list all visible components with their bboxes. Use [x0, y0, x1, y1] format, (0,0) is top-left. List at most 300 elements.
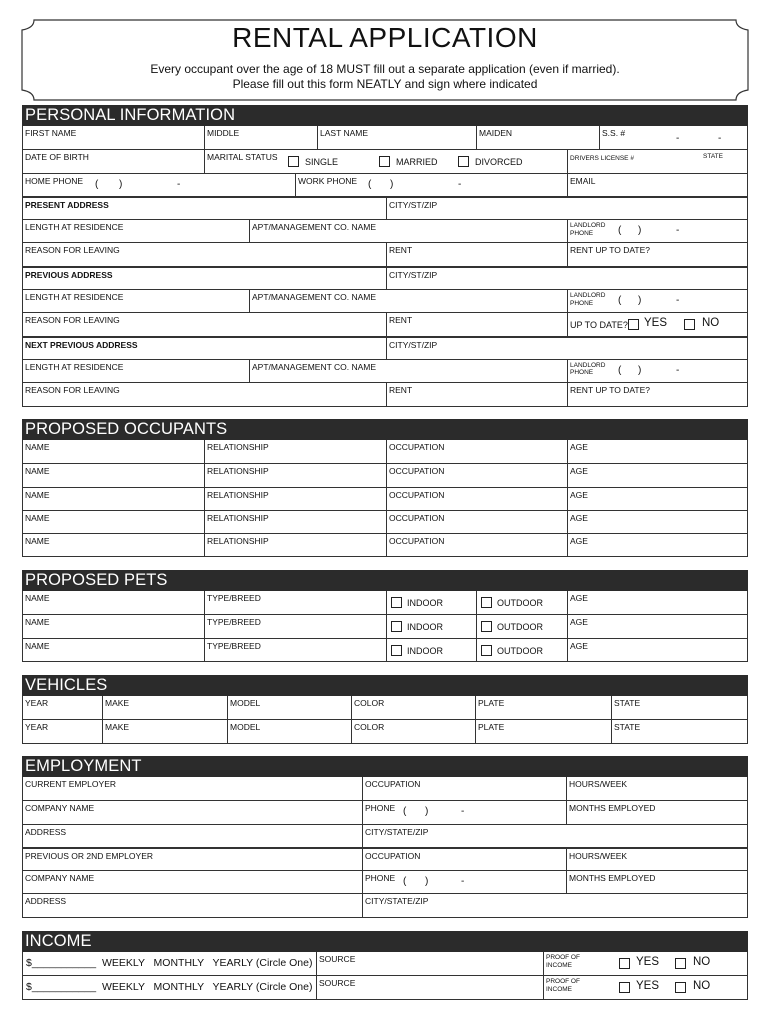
- previous-employer-address-field[interactable]: [23, 894, 362, 916]
- pet-indoor-label: INDOOR: [407, 598, 443, 608]
- previous-employer-label: PREVIOUS OR 2ND EMPLOYER: [25, 850, 154, 861]
- name-row: [23, 126, 747, 149]
- personal-information-grid: [22, 126, 748, 407]
- next-previous-landlord-dash: -: [676, 364, 680, 376]
- pet-age-field[interactable]: [567, 615, 748, 637]
- occupant-age-field[interactable]: [567, 440, 748, 463]
- vehicle-make-field[interactable]: [102, 696, 227, 719]
- present-reason-row: [23, 242, 747, 265]
- previous-address-label: PREVIOUS ADDRESS: [25, 269, 113, 280]
- previous-landlord-phone-label: PHONE: [570, 299, 594, 307]
- occupant-relationship-label: RELATIONSHIP: [207, 442, 269, 452]
- pet-outdoor-label: OUTDOOR: [497, 622, 543, 633]
- present-city-field[interactable]: [386, 198, 748, 219]
- last-name-field[interactable]: [317, 126, 476, 149]
- proof-no-label: NO: [693, 980, 711, 993]
- income-grid: [22, 952, 748, 1000]
- drivers-license-label: DRIVERS LICENSE #: [570, 155, 634, 163]
- previous-reason-field[interactable]: [23, 313, 386, 335]
- proof-of-income-field: [543, 952, 748, 975]
- home-phone-paren-close: ): [119, 178, 123, 190]
- occupant-occupation-field[interactable]: [386, 464, 567, 486]
- present-landlord-phone-label: PHONE: [570, 229, 594, 237]
- next-previous-reason-row: [23, 382, 747, 405]
- vehicle-plate-field[interactable]: [475, 696, 611, 719]
- vehicle-make-label: MAKE: [105, 722, 130, 733]
- previous-phone-dash: -: [461, 876, 465, 888]
- previous-landlord-paren-close: ): [638, 295, 642, 307]
- dob-field[interactable]: [23, 150, 204, 172]
- married-checkbox[interactable]: [379, 156, 390, 167]
- present-length-field[interactable]: [23, 220, 249, 242]
- current-address-row: [23, 824, 747, 847]
- present-rent-label: RENT: [389, 245, 413, 256]
- present-landlord-dash: -: [676, 225, 680, 237]
- previous-phone-label: PHONE: [365, 873, 396, 884]
- work-phone-paren-open: (: [368, 178, 372, 190]
- previous-length-field[interactable]: [23, 290, 249, 312]
- next-previous-city-field[interactable]: [386, 338, 748, 359]
- next-previous-rent-up-to-date-label: RENT UP TO DATE?: [570, 385, 650, 396]
- vehicle-plate-label: PLATE: [478, 722, 505, 733]
- home-phone-paren-open: (: [95, 178, 99, 190]
- previous-hours-label: HOURS/WEEK: [569, 850, 628, 861]
- previous-up-to-date-label: UP TO DATE?: [570, 320, 628, 331]
- present-landlord-label: LANDLORD: [570, 222, 606, 230]
- occupant-relationship-field[interactable]: [204, 464, 386, 486]
- previous-employer-field[interactable]: [23, 849, 362, 870]
- present-address-field[interactable]: [23, 198, 386, 219]
- present-landlord-paren-open: (: [618, 225, 622, 237]
- occupant-occupation-field[interactable]: [386, 534, 567, 556]
- current-employer-label: CURRENT EMPLOYER: [25, 779, 116, 789]
- present-reason-label: REASON FOR LEAVING: [25, 245, 120, 256]
- previous-reason-row: [23, 312, 747, 335]
- maiden-name-field[interactable]: [476, 126, 599, 149]
- occupant-name-label: NAME: [25, 512, 50, 523]
- pet-indoor-label: INDOOR: [407, 622, 443, 633]
- work-phone-label: WORK PHONE: [298, 175, 358, 186]
- occupant-age-field[interactable]: [567, 511, 748, 533]
- vehicle-color-label: COLOR: [354, 698, 385, 708]
- vehicle-model-field[interactable]: [227, 696, 351, 719]
- present-apt-field[interactable]: [249, 220, 567, 242]
- income-period-options[interactable]: WEEKLY MONTHLY YEARLY (Circle One): [102, 957, 313, 969]
- next-previous-apt-label: APT/MANAGEMENT CO. NAME: [252, 361, 377, 372]
- pet-outdoor-checkbox[interactable]: [481, 621, 492, 632]
- next-previous-landlord-phone-field[interactable]: [567, 360, 748, 382]
- previous-address-row: [23, 266, 747, 289]
- occupant-relationship-field[interactable]: [204, 488, 386, 510]
- occupant-relationship-label: RELATIONSHIP: [207, 536, 269, 547]
- occupant-name-field[interactable]: [23, 464, 204, 486]
- previous-landlord-label: LANDLORD: [570, 292, 606, 300]
- pet-indoor-field: [386, 615, 476, 637]
- vehicle-plate-field[interactable]: [475, 720, 611, 742]
- present-rent-up-to-date-label: RENT UP TO DATE?: [570, 245, 650, 256]
- page-title: RENTAL APPLICATION: [232, 22, 538, 53]
- next-previous-landlord-paren-open: (: [618, 364, 622, 376]
- pet-indoor-field: [386, 591, 476, 614]
- occupant-relationship-field[interactable]: [204, 534, 386, 556]
- previous-company-field[interactable]: [23, 871, 362, 893]
- occupant-occupation-label: OCCUPATION: [389, 442, 445, 452]
- pet-row: [23, 614, 747, 637]
- section-personal-information: PERSONAL INFORMATION: [22, 105, 748, 126]
- divorced-checkbox[interactable]: [458, 156, 469, 167]
- pet-outdoor-label: OUTDOOR: [497, 645, 543, 656]
- current-city-label: CITY/STATE/ZIP: [365, 826, 429, 837]
- vehicle-state-field[interactable]: [611, 720, 748, 742]
- proof-yes-label: YES: [636, 980, 660, 993]
- proof-of-income-label-2: INCOME: [546, 985, 572, 993]
- vehicle-state-label: STATE: [614, 722, 641, 733]
- occupant-row: [23, 463, 747, 486]
- vehicle-make-field[interactable]: [102, 720, 227, 742]
- pet-name-field[interactable]: [23, 591, 204, 614]
- pet-indoor-checkbox[interactable]: [391, 621, 402, 632]
- vehicle-year-label: YEAR: [25, 698, 49, 708]
- occupant-name-label: NAME: [25, 466, 50, 477]
- income-source-label: SOURCE: [319, 954, 356, 964]
- vehicle-color-field[interactable]: [351, 696, 475, 719]
- current-employer-field[interactable]: [23, 777, 362, 800]
- ssn-label: S.S. #: [602, 128, 626, 138]
- instruction-line-1: Every occupant over the age of 18 MUST fill out a separate application (even if married).: [150, 62, 620, 76]
- single-checkbox[interactable]: [288, 156, 299, 167]
- email-field[interactable]: [567, 174, 748, 196]
- current-phone-label: PHONE: [365, 803, 396, 814]
- current-occupation-label: OCCUPATION: [365, 779, 421, 789]
- occupant-occupation-field[interactable]: [386, 440, 567, 463]
- occupant-age-field[interactable]: [567, 464, 748, 486]
- previous-landlord-phone-field[interactable]: [567, 290, 748, 312]
- pet-indoor-checkbox[interactable]: [391, 645, 402, 656]
- ssn-dash-1: -: [676, 133, 680, 144]
- previous-phone-paren-close: ): [425, 876, 429, 888]
- current-company-row: [23, 800, 747, 823]
- previous-city-label: CITY/ST/ZIP: [389, 269, 438, 280]
- proof-no-checkbox[interactable]: [675, 982, 686, 993]
- income-row: [23, 975, 747, 998]
- previous-landlord-dash: -: [676, 295, 680, 307]
- present-reason-field[interactable]: [23, 243, 386, 265]
- occupant-age-field[interactable]: [567, 488, 748, 510]
- previous-reason-label: REASON FOR LEAVING: [25, 315, 120, 326]
- vehicle-model-field[interactable]: [227, 720, 351, 742]
- present-rent-up-to-date-field[interactable]: [567, 243, 748, 265]
- income-source-field[interactable]: [316, 976, 543, 998]
- pet-age-label: AGE: [570, 640, 588, 651]
- ssn-field[interactable]: [599, 126, 748, 149]
- previous-rent-field[interactable]: [386, 313, 567, 335]
- previous-phone-paren-open: (: [403, 876, 407, 888]
- email-label: EMAIL: [570, 175, 596, 186]
- occupant-age-label: AGE: [570, 466, 588, 477]
- work-phone-paren-close: ): [390, 178, 394, 190]
- occupant-name-field[interactable]: [23, 534, 204, 556]
- section-proposed-occupants: PROPOSED OCCUPANTS: [22, 419, 748, 440]
- present-residence-row: [23, 219, 747, 242]
- pet-outdoor-checkbox[interactable]: [481, 597, 492, 608]
- next-previous-rent-up-to-date-field[interactable]: [567, 383, 748, 405]
- section-income: INCOME: [22, 931, 748, 952]
- occupant-occupation-label: OCCUPATION: [389, 536, 445, 547]
- current-city-field[interactable]: [362, 825, 748, 847]
- pet-age-field[interactable]: [567, 639, 748, 661]
- current-phone-paren-close: ): [425, 806, 429, 818]
- last-name-label: LAST NAME: [320, 128, 369, 138]
- phone-row: [23, 173, 747, 196]
- occupant-relationship-label: RELATIONSHIP: [207, 489, 269, 500]
- previous-employer-address-row: [23, 893, 747, 916]
- occupant-occupation-label: OCCUPATION: [389, 489, 445, 500]
- next-previous-length-field[interactable]: [23, 360, 249, 382]
- present-city-label: CITY/ST/ZIP: [389, 199, 438, 210]
- previous-company-row: [23, 870, 747, 893]
- current-phone-paren-open: (: [403, 806, 407, 818]
- pet-outdoor-label: OUTDOOR: [497, 598, 543, 608]
- current-address-label: ADDRESS: [25, 826, 67, 837]
- pet-name-label: NAME: [25, 617, 50, 628]
- occupant-age-label: AGE: [570, 536, 588, 547]
- middle-name-field[interactable]: [204, 126, 317, 149]
- divorced-label: DIVORCED: [475, 157, 523, 168]
- ssn-dash-2: -: [718, 133, 722, 144]
- next-previous-landlord-phone-label: PHONE: [570, 369, 594, 377]
- occupant-relationship-field[interactable]: [204, 511, 386, 533]
- next-previous-city-label: CITY/ST/ZIP: [389, 339, 438, 350]
- occupant-occupation-field[interactable]: [386, 511, 567, 533]
- previous-occupation-label: OCCUPATION: [365, 850, 421, 861]
- dob-row: [23, 149, 747, 172]
- occupant-relationship-label: RELATIONSHIP: [207, 512, 269, 523]
- vehicle-year-label: YEAR: [25, 722, 49, 733]
- present-apt-label: APT/MANAGEMENT CO. NAME: [252, 222, 377, 233]
- pet-name-label: NAME: [25, 593, 50, 603]
- income-source-field[interactable]: [316, 952, 543, 975]
- first-name-field[interactable]: [23, 126, 204, 149]
- proof-of-income-label-2: INCOME: [546, 961, 572, 969]
- previous-landlord-paren-open: (: [618, 295, 622, 307]
- previous-employer-city-label: CITY/STATE/ZIP: [365, 896, 429, 907]
- current-hours-field[interactable]: [566, 777, 748, 800]
- current-company-label: COMPANY NAME: [25, 803, 95, 814]
- pet-row: [23, 591, 747, 614]
- occupant-age-field[interactable]: [567, 534, 748, 556]
- pet-name-field[interactable]: [23, 615, 204, 637]
- pet-type-field[interactable]: [204, 639, 386, 661]
- vehicle-color-field[interactable]: [351, 720, 475, 742]
- maiden-label: MAIDEN: [479, 128, 513, 138]
- income-amount-label: $___________: [26, 957, 97, 969]
- next-previous-address-row: [23, 336, 747, 359]
- current-employer-row: [23, 777, 747, 800]
- pet-name-field[interactable]: [23, 639, 204, 661]
- current-months-field[interactable]: [566, 801, 748, 823]
- occupant-occupation-label: OCCUPATION: [389, 466, 445, 477]
- next-previous-residence-row: [23, 359, 747, 382]
- previous-up-to-date-field: [567, 313, 748, 335]
- current-months-label: MONTHS EMPLOYED: [569, 803, 656, 814]
- previous-months-label: MONTHS EMPLOYED: [569, 873, 656, 884]
- next-previous-length-label: LENGTH AT RESIDENCE: [25, 361, 124, 372]
- married-label: MARRIED: [396, 157, 438, 168]
- vehicle-model-label: MODEL: [230, 698, 261, 708]
- proof-yes-checkbox[interactable]: [619, 982, 630, 993]
- employment-grid: [22, 777, 748, 918]
- middle-label: MIDDLE: [207, 128, 240, 138]
- income-amount-label: $___________: [26, 981, 97, 994]
- current-phone-field[interactable]: [362, 801, 566, 823]
- current-address-field[interactable]: [23, 825, 362, 847]
- vehicle-year-field[interactable]: [23, 696, 102, 719]
- occupant-occupation-label: OCCUPATION: [389, 512, 445, 523]
- vehicle-state-field[interactable]: [611, 696, 748, 719]
- pet-row: [23, 638, 747, 661]
- occupant-name-field[interactable]: [23, 488, 204, 510]
- section-proposed-pets: PROPOSED PETS: [22, 570, 748, 591]
- pet-name-label: NAME: [25, 640, 50, 651]
- next-previous-landlord-label: LANDLORD: [570, 361, 606, 369]
- occupant-relationship-field[interactable]: [204, 440, 386, 463]
- occupant-name-label: NAME: [25, 489, 50, 500]
- previous-occupation-field[interactable]: [362, 849, 566, 870]
- proof-no-label: NO: [693, 956, 711, 968]
- vehicle-make-label: MAKE: [105, 698, 130, 708]
- proof-yes-label: YES: [636, 956, 660, 968]
- pet-outdoor-field: [476, 591, 567, 614]
- drivers-license-field[interactable]: [567, 150, 748, 172]
- income-period-options[interactable]: WEEKLY MONTHLY YEARLY (Circle One): [102, 981, 313, 994]
- vehicles-grid: [22, 696, 748, 744]
- pet-type-label: TYPE/BREED: [207, 640, 261, 651]
- vehicle-row: [23, 719, 747, 742]
- next-previous-rent-field[interactable]: [386, 383, 567, 405]
- occupant-occupation-field[interactable]: [386, 488, 567, 510]
- income-source-label: SOURCE: [319, 978, 356, 989]
- previous-employer-city-field[interactable]: [362, 894, 748, 916]
- section-vehicles: VEHICLES: [22, 675, 748, 696]
- proof-yes-checkbox[interactable]: [619, 958, 630, 969]
- next-previous-reason-label: REASON FOR LEAVING: [25, 385, 120, 396]
- home-phone-field[interactable]: [23, 174, 295, 196]
- occupant-name-label: NAME: [25, 442, 50, 452]
- marital-status-label: MARITAL STATUS: [207, 152, 278, 163]
- next-previous-address-field[interactable]: [23, 338, 386, 359]
- pet-type-label: TYPE/BREED: [207, 593, 261, 603]
- pet-indoor-field: [386, 639, 476, 661]
- previous-apt-label: APT/MANAGEMENT CO. NAME: [252, 292, 377, 303]
- previous-employer-row: [23, 847, 747, 870]
- present-address-label: PRESENT ADDRESS: [25, 199, 109, 210]
- proof-of-income-field: [543, 976, 748, 998]
- pet-outdoor-field: [476, 639, 567, 661]
- work-phone-field[interactable]: [295, 174, 567, 196]
- occupant-row: [23, 533, 747, 556]
- pet-type-label: TYPE/BREED: [207, 617, 261, 628]
- next-previous-reason-field[interactable]: [23, 383, 386, 405]
- occupant-row: [23, 510, 747, 533]
- next-previous-rent-label: RENT: [389, 385, 413, 396]
- income-amount-field[interactable]: [23, 976, 316, 998]
- previous-up-to-date-yes-checkbox[interactable]: [628, 319, 639, 330]
- dl-state-label: STATE: [703, 153, 723, 161]
- occupant-age-label: AGE: [570, 489, 588, 500]
- home-phone-label: HOME PHONE: [25, 175, 84, 186]
- single-label: SINGLE: [305, 157, 339, 168]
- previous-up-to-date-no-checkbox[interactable]: [684, 319, 695, 330]
- occupants-grid: [22, 440, 748, 557]
- previous-employer-address-label: ADDRESS: [25, 896, 67, 907]
- present-landlord-paren-close: ): [638, 225, 642, 237]
- proof-of-income-label-1: PROOF OF: [546, 978, 580, 986]
- home-phone-dash: -: [177, 178, 181, 190]
- previous-length-label: LENGTH AT RESIDENCE: [25, 292, 124, 303]
- occupant-name-field[interactable]: [23, 440, 204, 463]
- instruction-line-2: Please fill out this form NEATLY and sign where indicated: [232, 77, 538, 91]
- pet-age-label: AGE: [570, 617, 588, 628]
- pet-indoor-checkbox[interactable]: [391, 597, 402, 608]
- occupant-row: [23, 487, 747, 510]
- proof-no-checkbox[interactable]: [675, 958, 686, 969]
- income-amount-field[interactable]: [23, 952, 316, 975]
- section-employment: EMPLOYMENT: [22, 756, 748, 777]
- pet-type-field[interactable]: [204, 591, 386, 614]
- present-length-label: LENGTH AT RESIDENCE: [25, 222, 124, 233]
- vehicle-row: [23, 696, 747, 719]
- previous-rent-label: RENT: [389, 315, 413, 326]
- occupant-age-label: AGE: [570, 442, 588, 452]
- current-hours-label: HOURS/WEEK: [569, 779, 628, 789]
- previous-address-field[interactable]: [23, 268, 386, 289]
- pets-grid: [22, 591, 748, 662]
- previous-hours-field[interactable]: [566, 849, 748, 870]
- vehicle-year-field[interactable]: [23, 720, 102, 742]
- next-previous-landlord-paren-close: ): [638, 364, 642, 376]
- pet-age-field[interactable]: [567, 591, 748, 614]
- dob-label: DATE OF BIRTH: [25, 152, 89, 163]
- occupant-relationship-label: RELATIONSHIP: [207, 466, 269, 477]
- vehicle-model-label: MODEL: [230, 722, 261, 733]
- pet-indoor-label: INDOOR: [407, 645, 443, 656]
- pet-age-label: AGE: [570, 593, 588, 603]
- current-company-field[interactable]: [23, 801, 362, 823]
- vehicle-plate-label: PLATE: [478, 698, 505, 708]
- occupant-name-label: NAME: [25, 536, 50, 547]
- present-address-row: [23, 196, 747, 219]
- previous-apt-field[interactable]: [249, 290, 567, 312]
- first-name-label: FIRST NAME: [25, 128, 77, 138]
- present-rent-field[interactable]: [386, 243, 567, 265]
- next-previous-apt-field[interactable]: [249, 360, 567, 382]
- previous-phone-field[interactable]: [362, 871, 566, 893]
- current-phone-dash: -: [461, 806, 465, 818]
- work-phone-dash: -: [458, 178, 462, 190]
- present-landlord-phone-field[interactable]: [567, 220, 748, 242]
- previous-company-label: COMPANY NAME: [25, 873, 95, 884]
- pet-type-field[interactable]: [204, 615, 386, 637]
- occupant-name-field[interactable]: [23, 511, 204, 533]
- current-occupation-field[interactable]: [362, 777, 566, 800]
- previous-city-field[interactable]: [386, 268, 748, 289]
- previous-up-to-date-no-label: NO: [702, 317, 720, 330]
- occupant-age-label: AGE: [570, 512, 588, 523]
- vehicle-color-label: COLOR: [354, 722, 385, 733]
- previous-months-field[interactable]: [566, 871, 748, 893]
- marital-status-field: [204, 150, 567, 172]
- pet-outdoor-checkbox[interactable]: [481, 645, 492, 656]
